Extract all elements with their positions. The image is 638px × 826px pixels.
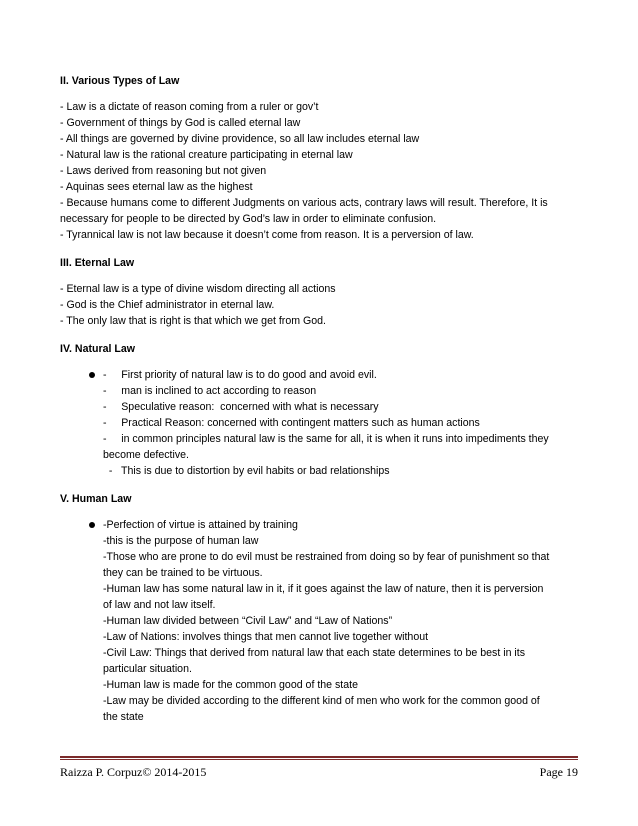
text-line: - God is the Chief administrator in eternal law. <box>60 299 275 311</box>
section-heading-eternal-law: III. Eternal Law <box>60 257 135 269</box>
text-line: necessary for people to be directed by God’s law in order to eliminate confusion. <box>60 213 437 225</box>
text-line: - Law is a dictate of reason coming from a ruler or gov’t <box>60 101 319 113</box>
list-line: - Practical Reason: concerned with contingent matters such as human actions <box>103 417 480 429</box>
text-line: - The only law that is right is that which we get from God. <box>60 315 326 327</box>
list-line: - Speculative reason: concerned with what is necessary <box>103 401 379 413</box>
list-line: of law and not law itself. <box>103 599 216 611</box>
section-heading-human-law: V. Human Law <box>60 493 132 505</box>
page-content <box>60 73 580 725</box>
list-line: particular situation. <box>103 663 192 675</box>
list-line: - This is due to distortion by evil habits or bad relationships <box>103 465 390 477</box>
list-line: -Human law has some natural law in it, if it goes against the law of nature, then it is perversion <box>103 583 544 595</box>
footer-divider-thick <box>60 756 578 758</box>
section-body-various-types <box>60 99 580 243</box>
list-line: -Human law divided between “Civil Law” and “Law of Nations” <box>103 615 393 627</box>
bullet-icon <box>89 372 95 378</box>
list-line: -Those who are prone to do evil must be restrained from doing so by fear of punishment so that <box>103 551 550 563</box>
footer-author: Raizza P. Corpuz© 2014-2015 <box>60 765 207 779</box>
text-line: - Laws derived from reasoning but not given <box>60 165 267 177</box>
list-line: become defective. <box>103 449 189 461</box>
section-heading-natural-law: IV. Natural Law <box>60 343 135 355</box>
list-line: -Perfection of virtue is attained by training <box>103 519 298 531</box>
list-line: - in common principles natural law is the same for all, it is when it runs into impediments they <box>103 433 549 445</box>
text-line: - Government of things by God is called eternal law <box>60 117 301 129</box>
page-number: Page 19 <box>539 765 578 779</box>
list-line: - man is inclined to act according to reason <box>103 385 317 397</box>
list-line: they can be trained to be virtuous. <box>103 567 263 579</box>
section-heading-various-types: II. Various Types of Law <box>60 75 180 87</box>
list-line: -Human law is made for the common good of the state <box>103 679 358 691</box>
text-line: - Because humans come to different Judgments on various acts, contrary laws will result. Therefore, It is <box>60 197 548 209</box>
list-line: the state <box>103 711 144 723</box>
text-line: - Aquinas sees eternal law as the highest <box>60 181 253 193</box>
text-line: - Natural law is the rational creature participating in eternal law <box>60 149 353 161</box>
bullet-icon <box>89 522 95 528</box>
text-line: - Tyrannical law is not law because it doesn’t come from reason. It is a perversion of law. <box>60 229 474 241</box>
text-line: - Eternal law is a type of divine wisdom directing all actions <box>60 283 336 295</box>
list-line: -Law may be divided according to the different kind of men who work for the common good of <box>103 695 540 707</box>
list-line: -this is the purpose of human law <box>103 535 259 547</box>
list-line: -Law of Nations: involves things that men cannot live together without <box>103 631 429 643</box>
list-line: - First priority of natural law is to do good and avoid evil. <box>103 369 377 381</box>
bullet-list-human-law <box>60 517 580 725</box>
list-line: -Civil Law: Things that derived from natural law that each state determines to be best in its <box>103 647 525 659</box>
text-line: - All things are governed by divine providence, so all law includes eternal law <box>60 133 420 145</box>
section-body-eternal-law <box>60 281 580 329</box>
footer-divider-thin <box>60 759 578 760</box>
bullet-list-natural-law <box>60 367 580 479</box>
